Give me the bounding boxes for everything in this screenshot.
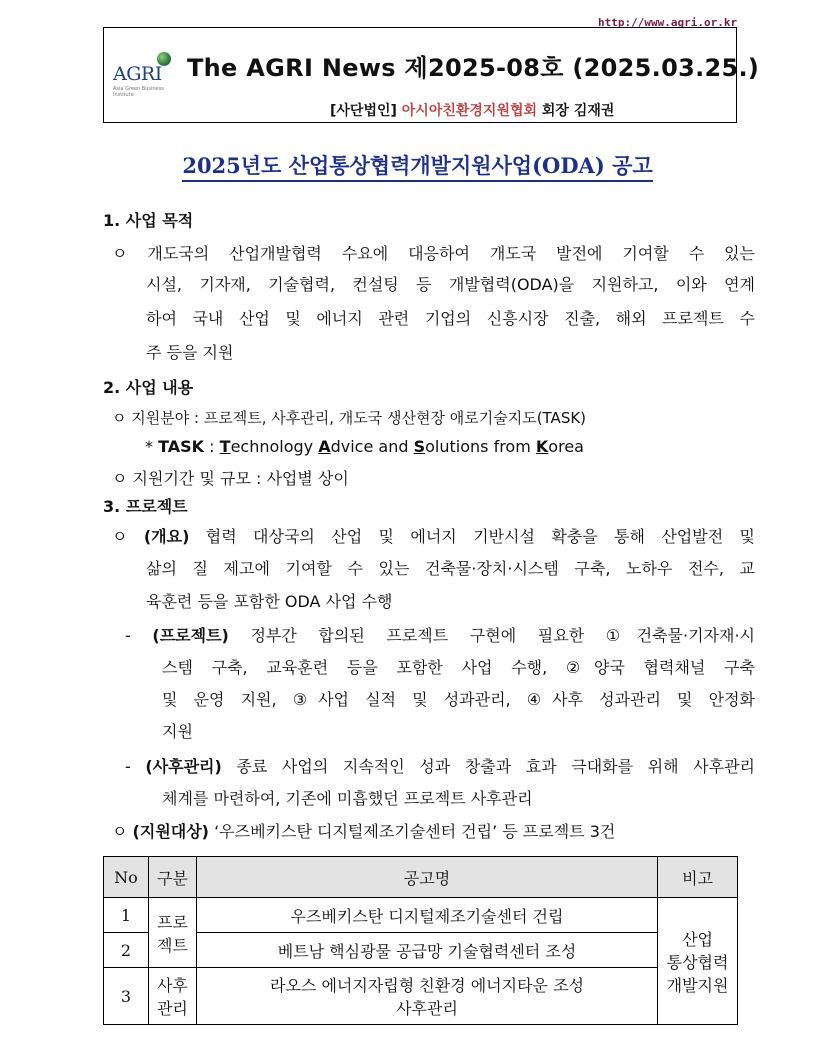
s2-support-field: ㅇ 지원분야 : 프로젝트, 사후관리, 개도국 생산현장 애로기술지도(TASK) [112, 409, 587, 427]
s1-line-2: 시설, 기자재, 기술협력, 컨설팅 등 개발협력(ODA)을 지원하고, 이와 연계 [146, 275, 755, 294]
col-header-title: 공고명 [196, 857, 657, 898]
s2-period: ㅇ 지원기간 및 규모 : 사업별 상이 [112, 469, 349, 488]
logo-tagline: Asia Green Business Institute [113, 86, 164, 98]
table-header-row [104, 857, 738, 898]
section-1-heading: 1. 사업 목적 [103, 211, 194, 230]
table-row [104, 933, 738, 968]
s3-overview-line-1: ㅇ (개요) 협력 대상국의 산업 및 에너지 기반시설 확충을 통해 산업발전 및 [112, 527, 756, 546]
website-url-link[interactable]: http://www.agri.or.kr [598, 16, 738, 29]
row-no: 3 [104, 968, 149, 1025]
table-row [104, 898, 738, 933]
col-header-category: 구분 [148, 857, 196, 898]
row-title: 라오스 에너지자립형 친환경 에너지타운 조성 사후관리 [196, 968, 657, 1025]
remark-cell: 산업 통상협력 개발지원 [658, 898, 738, 1025]
col-header-remark: 비고 [658, 857, 738, 898]
agri-logo [113, 48, 175, 108]
s3-overview-line-3: 육훈련 등을 포함한 ODA 사업 수행 [146, 592, 393, 611]
s3-target-line: ㅇ (지원대상) ‘우즈베키스탄 디지털제조기술센터 건립’ 등 프로젝트 3건 [112, 822, 616, 841]
announcement-title: 2025년도 산업통상협력개발지원사업(ODA) 공고 [0, 150, 835, 180]
section-3-heading: 3. 프로젝트 [103, 497, 188, 516]
row-title: 우즈베키스탄 디지털제조기술센터 건립 [196, 898, 657, 933]
s1-line-4: 주 등을 지원 [146, 343, 234, 362]
s1-line-3: 하여 국내 산업 및 에너지 관련 기업의 신흥시장 진출, 해외 프로젝트 수 [146, 309, 755, 328]
table-row [104, 968, 738, 1025]
project-table [103, 856, 738, 1025]
category-project: 프로 젝트 [148, 898, 196, 968]
s3-project-line-4: 지원 [162, 722, 193, 741]
s3-overview-line-2: 삶의 질 제고에 기여할 수 있는 건축물·장치·시스템 구축, 노하우 전수, 교 [146, 559, 755, 578]
s3-project-line-3: 및 운영 지원, ③사업 실적 및 성과관리, ④사후 성과관리 및 안정화 [162, 690, 755, 709]
row-no: 2 [104, 933, 149, 968]
s3-project-line-1: - (프로젝트) 정부간 합의된 프로젝트 구현에 필요한 ①건축물·기자재·시 [125, 626, 756, 645]
newsletter-title: The AGRI News 제2025-08호 (2025.03.25.) [187, 54, 760, 82]
assoc-suffix: 회장 김재권 [541, 103, 615, 119]
association-line [330, 100, 614, 120]
s2-task-note: * TASK : Technology Advice and Solutions from Korea [145, 437, 584, 456]
assoc-name: 아시아친환경지원협회 [401, 103, 538, 119]
s3-aftercare-line-2: 체계를 마련하여, 기존에 미흡했던 프로젝트 사후관리 [162, 789, 533, 808]
s3-project-line-2: 스템 구축, 교육훈련 등을 포함한 사업 수행, ②양국 협력채널 구축 [162, 658, 755, 677]
logo-text: AGRI [113, 63, 162, 85]
col-header-no: No [104, 857, 149, 898]
assoc-prefix: [사단법인] [330, 103, 397, 119]
s3-aftercare-line-1: - (사후관리) 종료 사업의 지속적인 성과 창출과 효과 극대화를 위해 사후관리 [125, 757, 756, 776]
row-no: 1 [104, 898, 149, 933]
s1-line-1: ㅇ 개도국의 산업개발협력 수요에 대응하여 개도국 발전에 기여할 수 있는 [112, 244, 755, 263]
section-2-heading: 2. 사업 내용 [103, 378, 194, 397]
row-title: 베트남 핵심광물 공급망 기술협력센터 조성 [196, 933, 657, 968]
category-aftercare: 사후 관리 [148, 968, 196, 1025]
